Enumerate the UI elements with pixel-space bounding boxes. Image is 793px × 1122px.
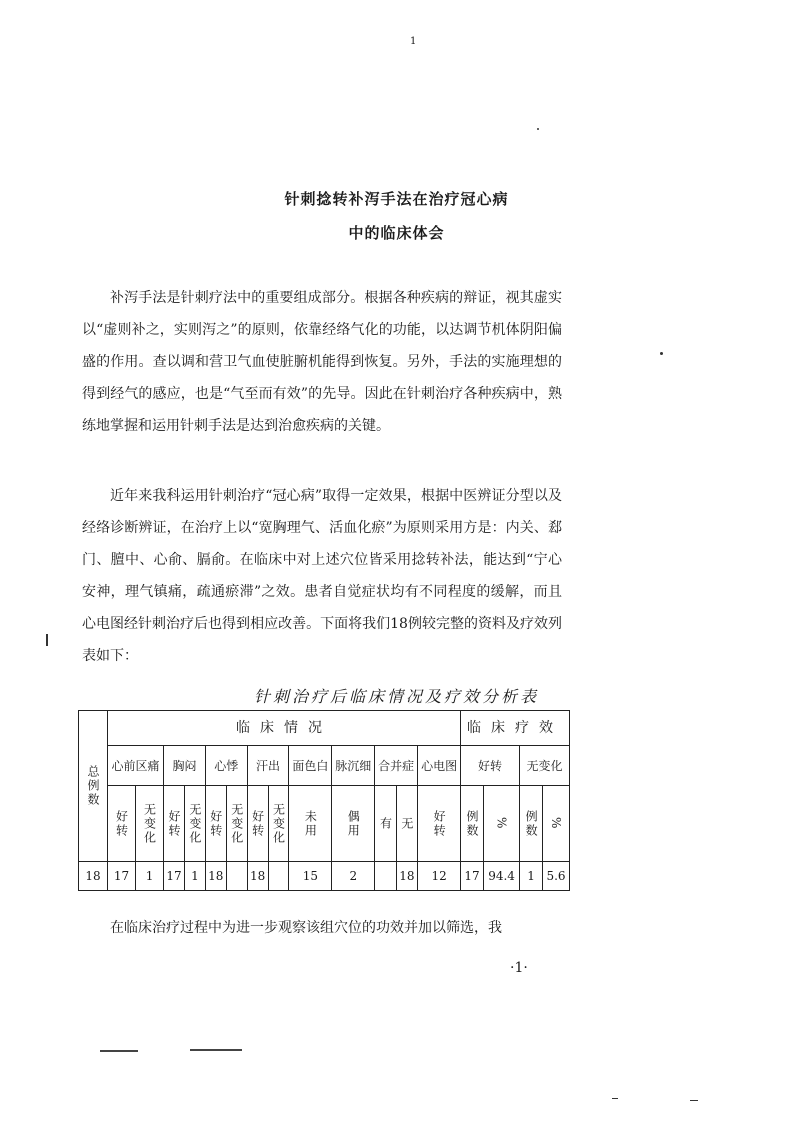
scan-speck — [537, 128, 539, 130]
col-label: 无变化 — [187, 802, 202, 845]
paragraph-2: 近年来我科运用针刺治疗“冠心病”取得一定效果，根据中医辨证分型以及经络诊断辨证，在治疗上以“宽胸理气、活血化瘀”为原则采用方是：内关、郄门、膻中、心俞、膈俞。在临床中对上述穴位皆采用捻转补法，能达到“宁心安神，理气镇痛，疏通瘀滞”之效。患者自觉症状均有不同程度的缓解，而且心电图经针刺治疗后也得到相应改善。下面将我们18例较完整的资料及疗效列表如下： — [82, 488, 562, 664]
group-palpitation: 心悸 — [205, 746, 247, 786]
col-label: 好转 — [250, 809, 265, 838]
col-chest-pain-nochange — [136, 786, 164, 862]
cell: 17 — [108, 862, 136, 891]
cell: 5.6 — [543, 862, 570, 891]
cell: 18 — [247, 862, 268, 891]
col-label: 好转 — [432, 809, 447, 838]
header-clinical: 临床情况 — [108, 711, 461, 746]
col-tightness-nochange — [184, 786, 205, 862]
col-complication-yes — [375, 786, 396, 862]
col-palpitation-improved — [205, 786, 226, 862]
cell — [268, 862, 289, 891]
group-complication: 合并症 — [375, 746, 418, 786]
cell: 17 — [164, 862, 185, 891]
scan-speck — [612, 1098, 618, 1099]
col-label: 好转 — [167, 809, 182, 838]
table-row — [79, 862, 570, 891]
cell: 18 — [205, 862, 226, 891]
col-sweating-nochange — [268, 786, 289, 862]
col-tightness-improved — [164, 786, 185, 862]
cell: 17 — [461, 862, 484, 891]
col-label: 偶用 — [346, 809, 361, 838]
header-total-cases — [79, 711, 108, 862]
col-label: 无变化 — [229, 802, 244, 845]
group-chest-pain: 心前区痛 — [108, 746, 164, 786]
article-title-line2: 中的临床体会 — [348, 224, 445, 242]
cell: 1 — [520, 862, 543, 891]
col-label: 好转 — [114, 809, 129, 838]
top-mark: 1 — [410, 36, 417, 47]
col-label: % — [549, 816, 564, 831]
cell: 1 — [136, 862, 164, 891]
col-complication-no — [396, 786, 417, 862]
col-label: % — [494, 816, 509, 831]
cell — [375, 862, 396, 891]
cell — [226, 862, 247, 891]
col-label: 无 — [399, 816, 414, 831]
group-pale-face: 面色白 — [289, 746, 332, 786]
col-label: 无变化 — [271, 802, 286, 845]
scan-artifact — [100, 1050, 138, 1052]
scan-artifact — [190, 1049, 242, 1051]
group-unchanged: 无变化 — [520, 746, 570, 786]
group-ecg: 心电图 — [418, 746, 461, 786]
col-label: 好转 — [208, 809, 223, 838]
group-chest-tightness: 胸闷 — [164, 746, 206, 786]
col-label: 例数 — [465, 809, 480, 838]
scan-speck — [660, 352, 663, 355]
col-pale-face — [289, 786, 332, 862]
cell: 2 — [332, 862, 375, 891]
col-chest-pain-improved — [108, 786, 136, 862]
col-palpitation-nochange — [226, 786, 247, 862]
cell: 12 — [418, 862, 461, 891]
scan-speck — [46, 634, 48, 646]
col-label: 未用 — [303, 809, 318, 838]
cell: 1 — [184, 862, 205, 891]
col-label: 有 — [378, 816, 393, 831]
col-ecg-improved — [418, 786, 461, 862]
col-label: 例数 — [524, 809, 539, 838]
header-total-cases-label: 总例数 — [86, 765, 100, 807]
scan-speck — [690, 1100, 698, 1101]
group-improved: 好转 — [461, 746, 520, 786]
col-deep-pulse — [332, 786, 375, 862]
table-caption: 针刺治疗后临床情况及疗效分析表 — [253, 687, 539, 706]
col-unchanged-count — [520, 786, 543, 862]
results-table — [78, 710, 570, 891]
cell: 15 — [289, 862, 332, 891]
article-title-line1: 针刺捻转补泻手法在治疗冠心病 — [284, 190, 509, 208]
group-sweating: 汗出 — [247, 746, 289, 786]
paragraph-1: 补泻手法是针刺疗法中的重要组成部分。根据各种疾病的辩证，视其虚实以“虚则补之，实则泻之”的原则，依靠经络气化的功能，以达调节机体阴阳偏盛的作用。查以调和营卫气血使脏腑机能得到恢复。另外，手法的实施理想的得到经气的感应，也是“气至而有效”的先导。因此在针刺治疗各种疾病中，熟练地掌握和运用针刺手法是达到治愈疾病的关键。 — [82, 290, 562, 434]
col-sweating-improved — [247, 786, 268, 862]
col-label: 无变化 — [142, 802, 157, 845]
page-number: ·1· — [510, 960, 528, 976]
group-deep-pulse: 脉沉细 — [332, 746, 375, 786]
cell-total: 18 — [79, 862, 108, 891]
header-efficacy: 临床疗效 — [461, 711, 570, 746]
col-unchanged-pct — [543, 786, 570, 862]
col-improved-pct — [484, 786, 520, 862]
cell: 18 — [396, 862, 417, 891]
col-improved-count — [461, 786, 484, 862]
cell: 94.4 — [484, 862, 520, 891]
paragraph-3: 在临床治疗过程中为进一步观察该组穴位的功效并加以筛选，我 — [110, 920, 502, 936]
